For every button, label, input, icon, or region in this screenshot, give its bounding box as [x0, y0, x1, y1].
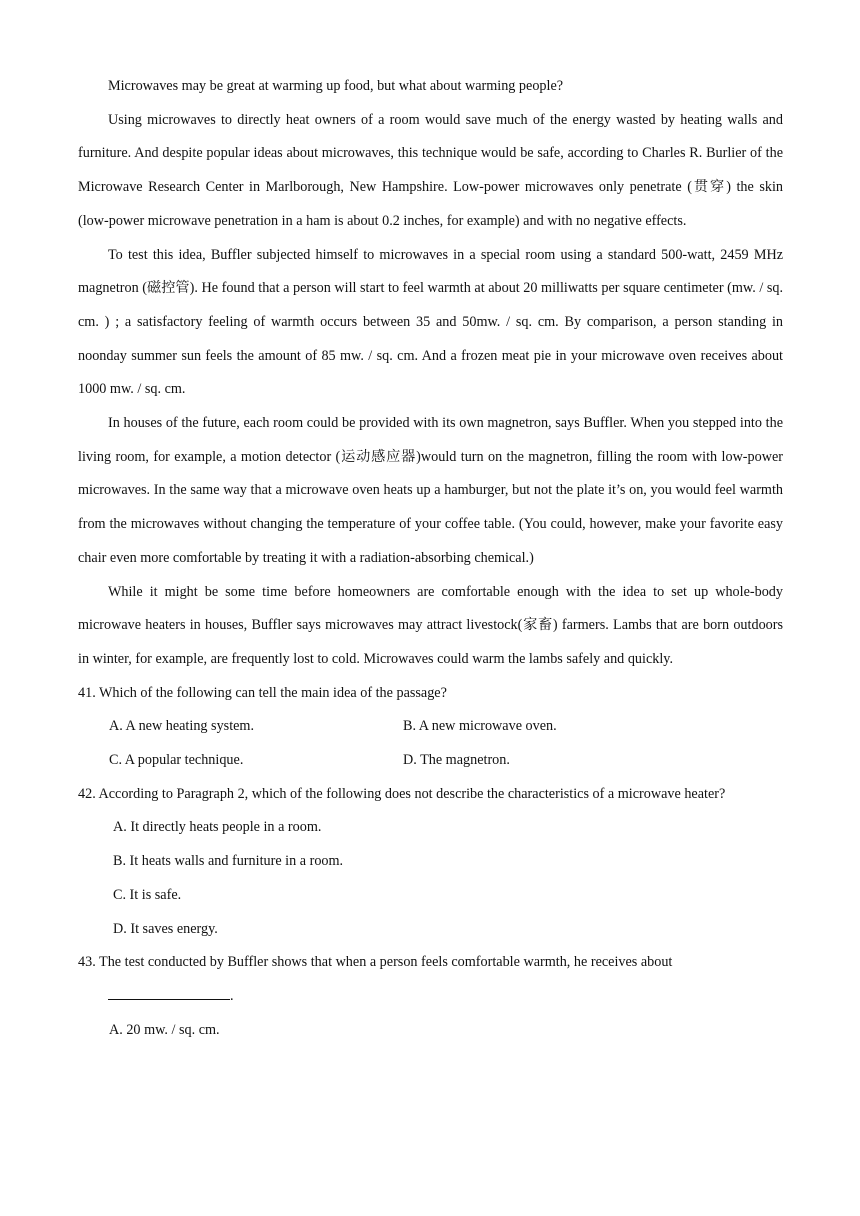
passage-paragraph-2: Using microwaves to directly heat owners of a room would save much of the energy wasted by heating walls and furniture. And despite popular ideas about microwaves, this technique would be safe, according to Charles R. Burlier of the Microwave Research Center in Marlborough, New Hampshire. Low-power microwaves only penetrate (贯穿) the skin (low-power microwave penetration in a ham is about 0.2 inches, for example) and with no negative effects.: [78, 111, 783, 229]
answer-blank[interactable]: [108, 998, 230, 1000]
question-42-option-d[interactable]: D. It saves energy.: [113, 920, 218, 937]
passage-paragraph-1: Microwaves may be great at warming up food, but what about warming people?: [108, 78, 564, 94]
question-41-options-row-2: [78, 744, 783, 778]
blank-period: .: [230, 987, 234, 1004]
question-42-option-c[interactable]: C. It is safe.: [113, 886, 182, 903]
question-42: [78, 778, 783, 947]
question-41-option-b[interactable]: B. A new microwave oven.: [403, 718, 557, 735]
exam-page: [78, 70, 783, 1047]
question-41: [78, 677, 783, 778]
question-43-option-a[interactable]: A. 20 mw. / sq. cm.: [109, 1021, 220, 1038]
question-41-options-row-1: [78, 710, 783, 744]
question-43-stem: 43. The test conducted by Buffler shows that when a person feels comfortable warmth, he receives about: [78, 954, 673, 971]
question-41-option-d[interactable]: D. The magnetron.: [403, 752, 510, 769]
question-42-option-a[interactable]: A. It directly heats people in a room.: [113, 819, 322, 836]
question-42-option-b[interactable]: B. It heats walls and furniture in a room.: [113, 853, 344, 870]
passage-paragraph-4: In houses of the future, each room could be provided with its own magnetron, says Buffler. When you stepped into the living room, for example, a motion detector (运动感应器)would turn on the magnetron, filling the room with low-power microwaves. In the same way that a microwave oven heats up a hamburger, but not the plate it’s on, you would feel warmth from the microwaves without changing the temperature of your coffee table. (You could, however, make your favorite easy chair even more comfortable by treating it with a radiation-absorbing chemical.): [78, 415, 783, 566]
question-43: [78, 946, 783, 1047]
passage-paragraph-5: While it might be some time before homeowners are comfortable enough with the idea to set up whole-body microwave heaters in houses, Buffler says microwaves may attract livestock(家畜) farmers. Lambs that are born outdoors in winter, for example, are frequently lost to cold. Microwaves could warm the lambs safely and quickly.: [78, 583, 783, 667]
question-41-option-a[interactable]: A. A new heating system.: [109, 718, 255, 735]
passage-paragraph-3: To test this idea, Buffler subjected himself to microwaves in a special room using a standard 500-watt, 2459 MHz magnetron (磁控管). He found that a person will start to feel warmth at about 20 milliwatts per square centimeter (mw. / sq. cm. ) ; a satisfactory feeling of warmth occurs between 35 and 50mw. / sq. cm. By comparison, a person standing in noonday summer sun feels the amount of 85 mw. / sq. cm. And a frozen meat pie in your microwave oven receives about 1000 mw. / sq. cm.: [78, 246, 783, 398]
question-42-stem: 42. According to Paragraph 2, which of the following does not describe the characteristics of a microwave heater?: [78, 785, 726, 802]
question-43-blank-line: [78, 980, 783, 1014]
question-41-option-c[interactable]: C. A popular technique.: [109, 752, 244, 769]
question-41-stem: 41. Which of the following can tell the main idea of the passage?: [78, 684, 447, 701]
